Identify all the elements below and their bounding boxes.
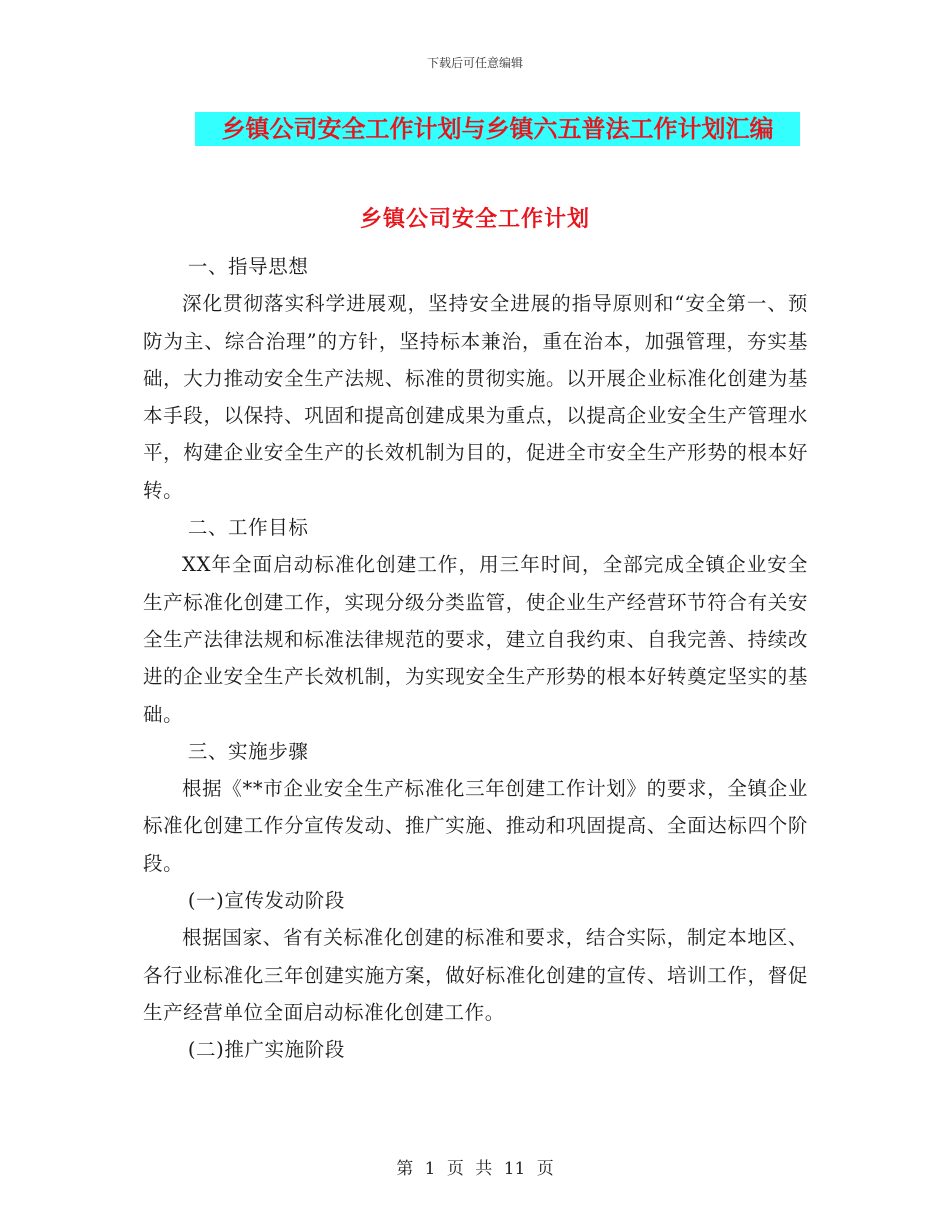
section-heading: (一)宣传发动阶段 bbox=[187, 889, 345, 913]
paragraph: 根据国家、省有关标准化创建的标准和要求，结合实际，制定本地区、各行业标准化三年创建实施方案，做好标准化创建的宣传、培训工作，督促生产经营单位全面启动标准化创建工作。 bbox=[143, 926, 808, 1024]
page-footer bbox=[0, 1154, 950, 1179]
header-note: 下载后可任意编辑 bbox=[426, 56, 523, 70]
paragraph: XX年全面启动标准化创建工作，用三年时间，全部完成全镇企业安全生产标准化创建工作，实现分级分类监管，使企业生产经营环节符合有关安全生产法律法规和标准法律规范的要求，建立自我约束、自我完善、持续改进的企业安全生产长效机制，为实现安全生产形势的根本好转奠定坚实的基础。 bbox=[143, 553, 808, 726]
footer-page-number: 1 bbox=[424, 1159, 436, 1179]
footer-prefix: 第 bbox=[396, 1159, 414, 1179]
footer-mid: 页 共 bbox=[446, 1159, 493, 1179]
paragraph: 深化贯彻落实科学进展观，坚持安全进展的指导原则和“安全第一、预防为主、综合治理”的方针，坚持标本兼治，重在治本，加强管理，夯实基础，大力推动安全生产法规、标准的贯彻实施。以开展企业标准化创建为基本手段，以保持、巩固和提高创建成果为重点，以提高企业安全生产管理水平，构建企业安全生产的长效机制为目的，促进全市安全生产形势的根本好转。 bbox=[143, 292, 808, 502]
footer-suffix: 页 bbox=[536, 1159, 554, 1179]
footer-total-pages: 11 bbox=[503, 1159, 526, 1179]
section-heading: 三、实施步骤 bbox=[187, 739, 309, 763]
section-heading: 二、工作目标 bbox=[187, 516, 309, 540]
document-body bbox=[143, 248, 808, 1069]
paragraph: 根据《**市企业安全生产标准化三年创建工作计划》的要求，全镇企业标准化创建工作分宣传发动、推广实施、推动和巩固提高、全面达标四个阶段。 bbox=[143, 777, 808, 875]
section-heading: (二)推广实施阶段 bbox=[187, 1038, 345, 1062]
section-heading: 一、指导思想 bbox=[187, 255, 309, 278]
section-title: 乡镇公司安全工作计划 bbox=[359, 207, 590, 232]
main-title: 乡镇公司安全工作计划与乡镇六五普法工作计划汇编 bbox=[221, 115, 774, 143]
